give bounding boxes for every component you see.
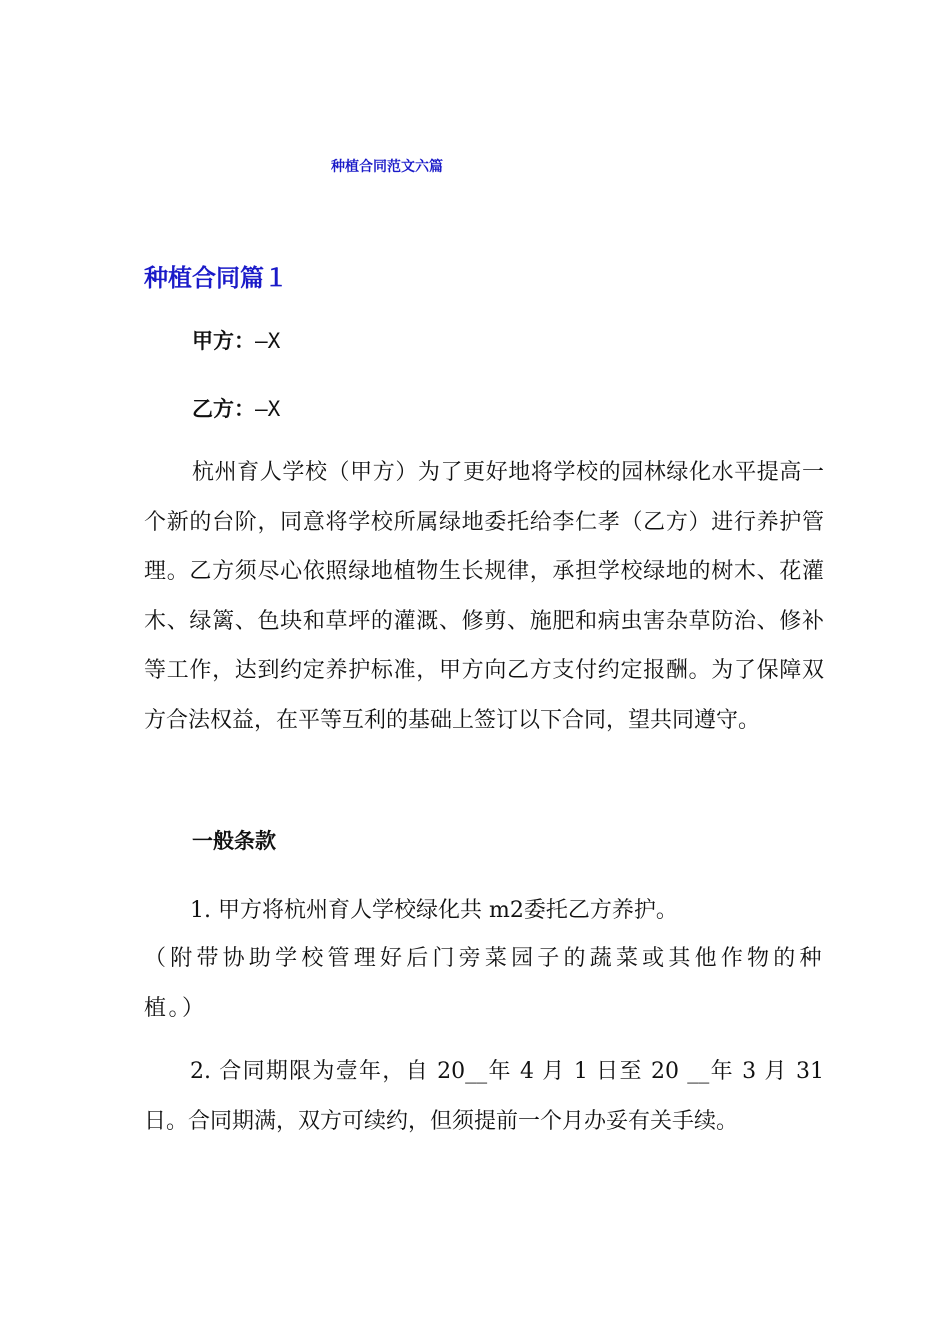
party-a-line	[192, 325, 280, 355]
intro-paragraph: 杭州育人学校（甲方）为了更好地将学校的园林绿化水平提高一个新的台阶，同意将学校所属绿地委托给李仁孝（乙方）进行养护管理。乙方须尽心依照绿地植物生长规律，承担学校绿地的树木、花灌木、绿篱、色块和草坪的灌溉、修剪、施肥和病虫害杂草防治、修补等工作，达到约定养护标准，甲方向乙方支付约定报酬。为了保障双方合法权益，在平等互利的基础上签订以下合同，望共同遵守。	[144, 460, 824, 733]
document-title: 种植合同范文六篇	[331, 159, 443, 175]
party-a-value: —X	[255, 329, 281, 353]
clause-1-note: （附带协助学校管理好后门旁菜园子的蔬菜或其他作物的种植。）	[144, 946, 824, 1021]
party-b-label: 乙方：	[192, 397, 255, 421]
party-b-value: —X	[255, 397, 281, 421]
clause-2: 2. 合同期限为壹年，自 20__年 4 月 1 日至 20 __年 3 月 31 日。合同期满，双方可续约，但须提前一个月办妥有关手续。	[144, 1059, 824, 1134]
section-heading: 种植合同篇１	[144, 264, 288, 292]
party-a-label: 甲方：	[192, 329, 255, 353]
general-terms-heading: 一般条款	[192, 829, 276, 853]
party-b-line	[192, 393, 280, 423]
clause-1: 1. 甲方将杭州育人学校绿化共 m2委托乙方养护。	[190, 898, 678, 923]
